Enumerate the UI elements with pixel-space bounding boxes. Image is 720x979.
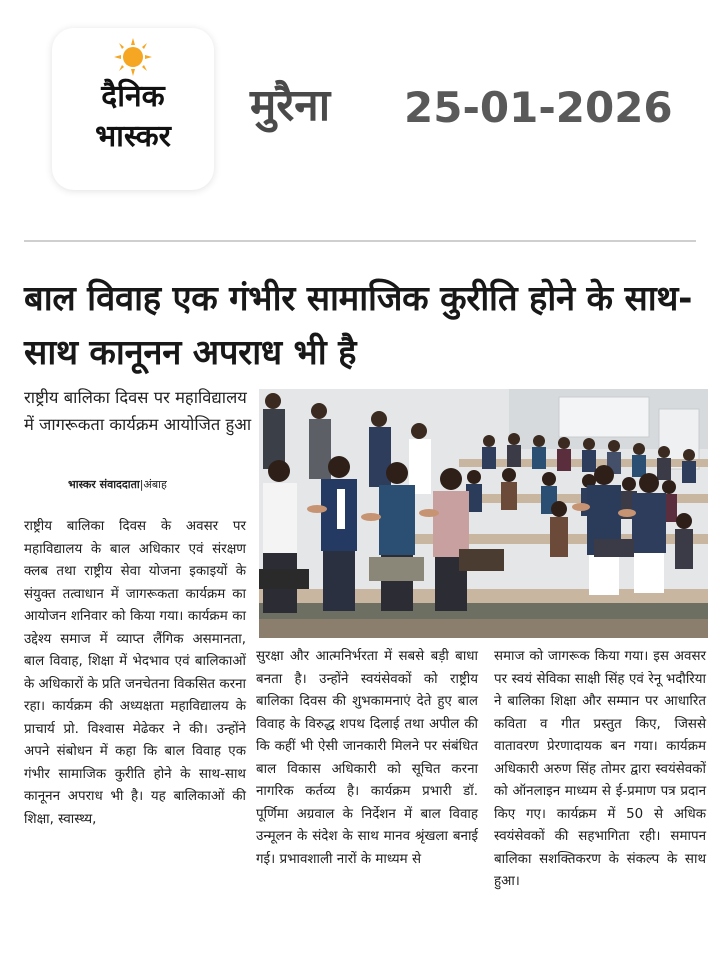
header-divider	[24, 240, 696, 242]
logo-text-line1: दैनिक	[101, 79, 165, 114]
logo-text-line2: भास्कर	[95, 119, 171, 154]
students-taking-pledge-icon	[259, 389, 708, 638]
article-paragraph: समाज को जागरूक किया गया। इस अवसर पर स्वयं सेविका साक्षी सिंह एवं रेनू भदौरिया ने बालिका शिक्षा और सम्मान पर आधारित कविता व गीत प्रस्तुत किए, जिससे वातावरण प्रेरणादायक बन गया। कार्यक्रम अधिकारी अरुण सिंह तोमर द्वारा स्वयंसेवकों को ऑनलाइन माध्यम से ई-प्रमाण पत्र प्रदान किए गए। कार्यक्रम में 50 से अधिक स्वयंसेवकों की सहभागिता रही। समापन बालिका सशक्तिकरण के संकल्प के साथ हुआ।	[494, 649, 706, 889]
edition-name: मुरैना	[250, 80, 331, 131]
dainik-bhaskar-logo	[52, 28, 214, 190]
byline-source: भास्कर संवाददाता	[68, 478, 140, 491]
byline-place: |अंबाह	[139, 478, 167, 491]
edition-date: 25-01-2026	[404, 83, 673, 132]
article-subheadline: राष्ट्रीय बालिका दिवस पर महाविद्यालय में जागरूकता कार्यक्रम आयोजित हुआ	[24, 388, 252, 434]
article-byline	[68, 476, 167, 494]
article-column-3	[494, 646, 706, 894]
article-column-1	[24, 516, 246, 831]
article-photo	[259, 389, 708, 638]
article-paragraph: सुरक्षा और आत्मनिर्भरता में सबसे बड़ी बाधा बनता है। उन्होंने स्वयंसेवकों को राष्ट्रीय बालिका दिवस की शुभकामनाएं देते हुए बाल विवाह के विरुद्ध शपथ दिलाई तथा अपील की कि कहीं भी ऐसी जानकारी मिलने पर संबंधित बाल विकास अधिकारी को सूचित करना नागरिक कर्तव्य है। कार्यक्रम प्रभारी डॉ. पूर्णिमा अग्रवाल के निर्देशन में बाल विवाह उन्मूलन के संदेश के साथ मानव श्रृंखला बनाई गई। प्रभावशाली नारों के माध्यम से	[256, 649, 478, 867]
article-column-2	[256, 646, 478, 871]
article-paragraph: राष्ट्रीय बालिका दिवस के अवसर पर महाविद्यालय के बाल अधिकार एवं संरक्षण क्लब तथा राष्ट्रीय सेवा योजना इकाइयों के संयुक्त तत्वाधान में जागरूकता कार्यक्रम का आयोजन शनिवार को किया गया। कार्यक्रम का उद्देश्य समाज में व्याप्त लैंगिक असमानता, बाल विवाह, शिक्षा में भेदभाव एवं बालिकाओं के अधिकारों के प्रति जनचेतना विकसित करना रहा। कार्यक्रम की अध्यक्षता महाविद्यालय के प्राचार्य प्रो. विश्वास मेढेकर ने की। उन्होंने अपने संबोधन में कहा कि बाल विवाह एक गंभीर सामाजिक कुरीति होने के साथ-साथ कानूनन अपराध भी है। यह बालिकाओं की शिक्षा, स्वास्थ्य,	[24, 519, 246, 827]
sun-icon	[114, 38, 152, 76]
article-headline: बाल विवाह एक गंभीर सामाजिक कुरीति होने के साथ-साथ कानूनन अपराध भी है	[24, 279, 693, 373]
